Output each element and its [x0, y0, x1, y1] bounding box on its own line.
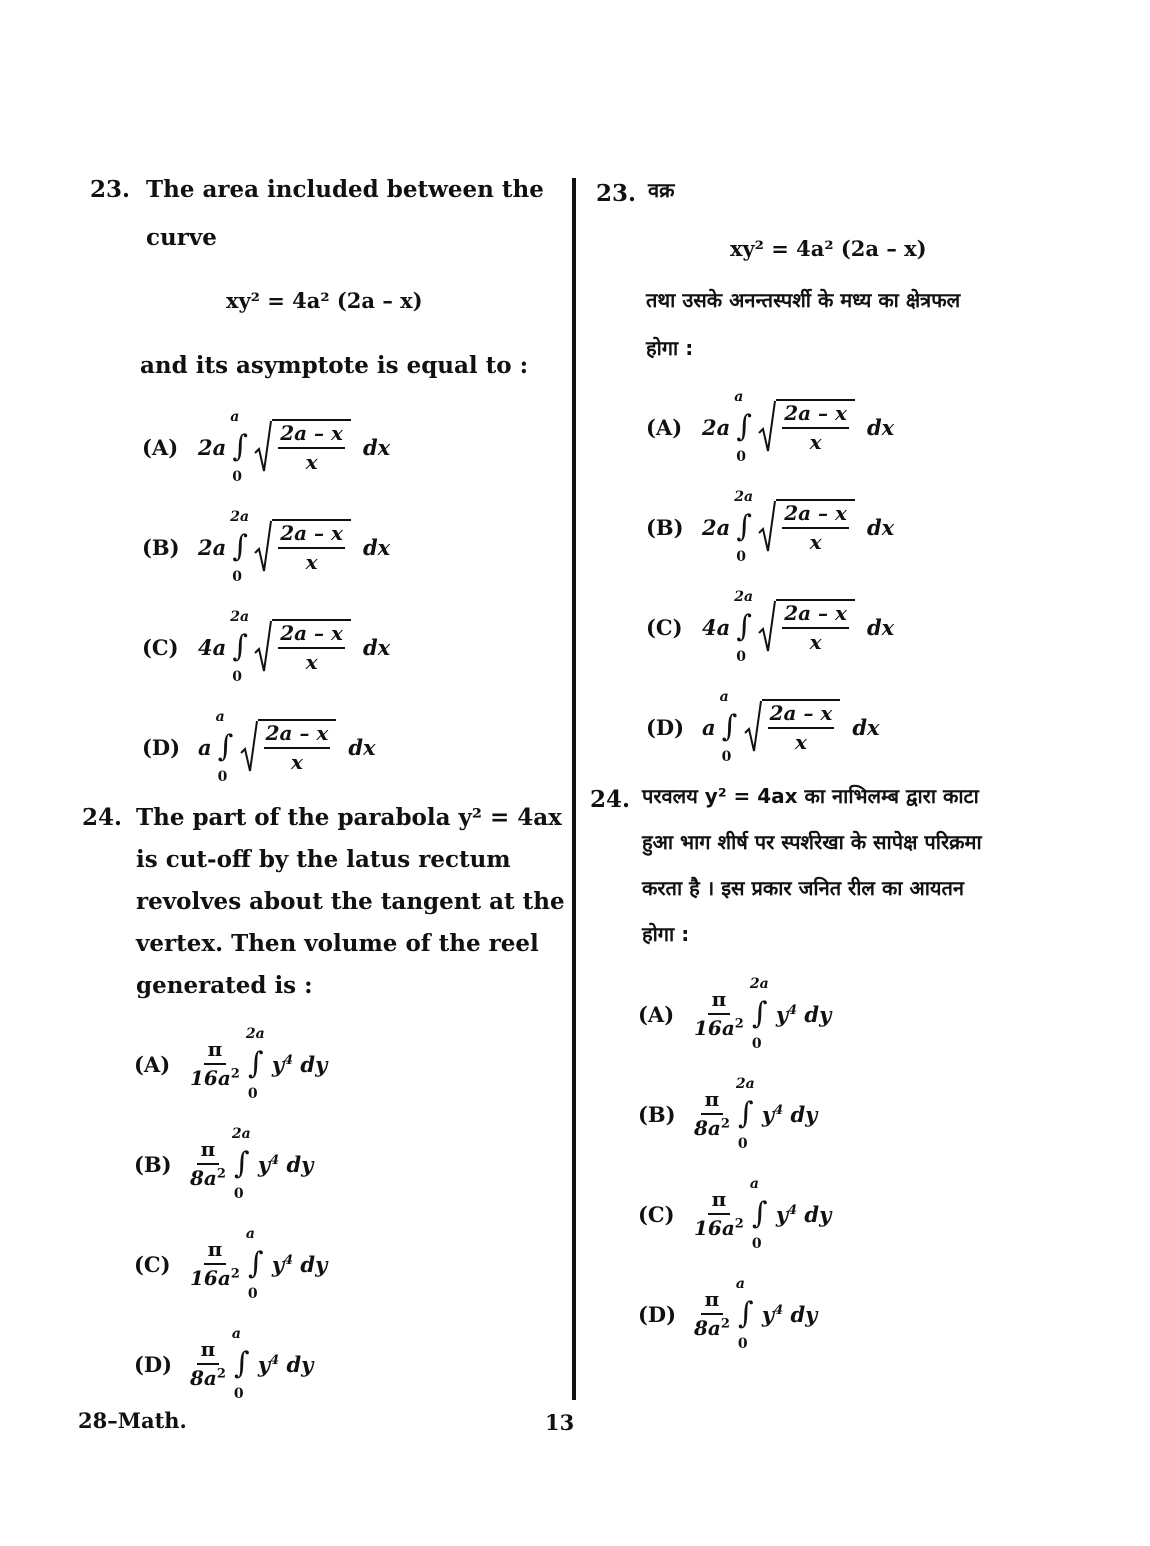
exponent: 4 — [774, 1302, 784, 1318]
integrand: y — [257, 1351, 271, 1377]
answer-option — [142, 605, 390, 689]
numerator: 2a – x — [264, 721, 331, 749]
differential: dx — [362, 434, 391, 460]
answer-option — [638, 972, 831, 1056]
question-text: वक्र — [648, 178, 675, 202]
numerator: π — [197, 1137, 220, 1165]
fraction: π $8a^2$ — [694, 1287, 730, 1340]
lower-limit: 0 — [737, 1336, 748, 1352]
numerator: 2a – x — [278, 521, 345, 549]
differential: dx — [866, 514, 895, 540]
square-root — [254, 519, 351, 575]
integral-sign: a ∫ 0 — [734, 389, 752, 465]
differential: dy — [300, 1251, 328, 1277]
differential: dy — [300, 1051, 328, 1077]
numerator: 2a – x — [782, 601, 849, 629]
paper-code: 28–Math. — [78, 1408, 187, 1433]
integrand: y — [775, 1001, 789, 1027]
upper-limit: 2a — [231, 1126, 251, 1142]
question-text: and its asymptote is equal to : — [140, 352, 529, 379]
answer-option — [646, 385, 894, 469]
exponent: 4 — [270, 1352, 280, 1368]
integral-sign: 2a ∫ 0 — [749, 976, 769, 1052]
answer-option — [638, 1172, 831, 1256]
integrand: y — [271, 1051, 285, 1077]
option-label: (D) — [638, 1301, 677, 1327]
question-text: is cut-off by the latus rectum — [136, 846, 511, 873]
option-label: (A) — [134, 1051, 171, 1077]
question-text: होगा : — [642, 922, 690, 946]
equation: xy² = 4a² (2a – x) — [226, 288, 423, 313]
lower-limit: 0 — [232, 669, 242, 685]
lower-limit: 0 — [721, 749, 732, 765]
question-text: हुआ भाग शीर्ष पर स्पर्शरेखा के सापेक्ष परिक्रमा — [642, 830, 982, 854]
denominator: 16a — [694, 1216, 735, 1240]
differential: dx — [348, 734, 376, 760]
question-number: 24. — [82, 804, 123, 831]
option-label: (B) — [646, 514, 684, 540]
integrand: y — [775, 1201, 789, 1227]
option-label: (A) — [646, 414, 683, 440]
equation: xy² = 4a² (2a – x) — [730, 236, 927, 261]
option-label: (B) — [638, 1101, 676, 1127]
differential: dy — [286, 1151, 314, 1177]
option-label: (C) — [638, 1201, 675, 1227]
integrand: y — [761, 1101, 775, 1127]
coefficient: 2a — [702, 514, 731, 540]
coefficient: 4a — [198, 634, 227, 660]
lower-limit: 0 — [751, 1036, 762, 1052]
question-text: परवलय y² = 4ax का नाभिलम्ब द्वारा काटा — [642, 784, 979, 808]
exponent: 4 — [284, 1052, 294, 1068]
differential: dy — [804, 1201, 832, 1227]
exponent: 4 — [774, 1102, 784, 1118]
numerator: 2a – x — [768, 701, 835, 729]
denominator: x — [305, 650, 318, 674]
upper-limit: 2a — [749, 976, 769, 992]
numerator: 2a – x — [278, 621, 345, 649]
upper-limit: a — [230, 409, 240, 425]
denominator: x — [809, 430, 822, 454]
answer-option — [646, 585, 894, 669]
lower-limit: 0 — [217, 769, 228, 785]
coefficient: 2a — [702, 414, 731, 440]
denominator: x — [809, 630, 822, 654]
answer-option — [638, 1072, 817, 1156]
integral-sign: 2a ∫ 0 — [230, 609, 250, 685]
denominator: x — [809, 530, 822, 554]
differential: dx — [362, 634, 391, 660]
option-label: (B) — [134, 1151, 172, 1177]
answer-option — [142, 705, 376, 789]
coefficient: a — [198, 734, 212, 760]
differential: dy — [286, 1351, 314, 1377]
differential: dx — [362, 534, 391, 560]
numerator: π — [701, 1087, 724, 1115]
denominator: 16a — [694, 1016, 735, 1040]
denominator: x — [291, 750, 303, 774]
square-root — [758, 599, 855, 655]
numerator: 2a – x — [782, 401, 849, 429]
option-label: (C) — [134, 1251, 171, 1277]
square-root — [744, 699, 841, 755]
differential: dx — [866, 414, 895, 440]
answer-option — [646, 685, 880, 769]
upper-limit: 2a — [230, 609, 250, 625]
denominator: x — [305, 550, 318, 574]
integral-sign: a ∫ 0 — [231, 1326, 250, 1402]
fraction: π $16a^2$ — [694, 1187, 744, 1240]
option-label: (B) — [142, 534, 180, 560]
lower-limit: 0 — [232, 469, 242, 485]
option-label: (A) — [638, 1001, 675, 1027]
square-root — [254, 419, 351, 475]
question-text: होगा : — [646, 336, 694, 360]
numerator: 2a – x — [278, 421, 345, 449]
upper-limit: a — [231, 1326, 241, 1342]
coefficient: 2a — [198, 434, 227, 460]
fraction: π $16a^2$ — [190, 1037, 240, 1090]
exponent: 4 — [788, 1202, 798, 1218]
lower-limit: 0 — [736, 449, 746, 465]
upper-limit: a — [215, 709, 225, 725]
denominator: x — [305, 450, 318, 474]
option-label: (C) — [142, 634, 179, 660]
answer-option — [638, 1272, 817, 1356]
lower-limit: 0 — [737, 1136, 748, 1152]
denominator: 8a — [190, 1366, 217, 1390]
integral-sign: a ∫ 0 — [230, 409, 248, 485]
exponent: 4 — [788, 1002, 798, 1018]
denominator: 16a — [190, 1066, 231, 1090]
denominator: 8a — [694, 1116, 721, 1140]
integral-sign: 2a ∫ 0 — [734, 589, 754, 665]
integrand: y — [257, 1151, 271, 1177]
denominator: 8a — [694, 1316, 721, 1340]
numerator: π — [701, 1287, 724, 1315]
question-text: The area included between the — [146, 176, 544, 203]
denominator: 16a — [190, 1266, 231, 1290]
lower-limit: 0 — [247, 1286, 258, 1302]
question-number: 23. — [90, 176, 131, 203]
integral-sign: a ∫ 0 — [749, 1176, 768, 1252]
coefficient: a — [702, 714, 716, 740]
option-label: (C) — [646, 614, 683, 640]
numerator: π — [708, 1187, 731, 1215]
answer-option — [134, 1122, 313, 1206]
question-number: 23. — [596, 180, 637, 207]
numerator: π — [197, 1337, 220, 1365]
numerator: π — [204, 1237, 227, 1265]
upper-limit: 2a — [245, 1026, 265, 1042]
differential: dy — [790, 1301, 818, 1327]
question-text: curve — [146, 224, 217, 251]
integral-sign: 2a ∫ 0 — [231, 1126, 251, 1202]
lower-limit: 0 — [736, 649, 746, 665]
upper-limit: 2a — [735, 1076, 755, 1092]
upper-limit: a — [719, 689, 729, 705]
integral-sign: 2a ∫ 0 — [734, 489, 754, 565]
lower-limit: 0 — [247, 1086, 258, 1102]
question-text: vertex. Then volume of the reel — [136, 930, 539, 957]
square-root — [758, 399, 855, 455]
page-number: 13 — [545, 1410, 575, 1435]
answer-option — [134, 1022, 327, 1106]
question-text: revolves about the tangent at the — [136, 888, 565, 915]
answer-option — [134, 1222, 327, 1306]
integrand: y — [271, 1251, 285, 1277]
square-root — [240, 719, 337, 775]
denominator: x — [795, 730, 807, 754]
lower-limit: 0 — [736, 549, 746, 565]
fraction: π $8a^2$ — [190, 1137, 226, 1190]
integral-sign: a ∫ 0 — [245, 1226, 264, 1302]
exponent: 4 — [270, 1152, 280, 1168]
denominator: 8a — [190, 1166, 217, 1190]
column-divider — [572, 178, 576, 1400]
answer-option — [142, 405, 390, 489]
upper-limit: a — [734, 389, 744, 405]
upper-limit: 2a — [230, 509, 250, 525]
lower-limit: 0 — [232, 569, 242, 585]
numerator: 2a – x — [782, 501, 849, 529]
fraction: π $8a^2$ — [694, 1087, 730, 1140]
integrand: y — [761, 1301, 775, 1327]
lower-limit: 0 — [233, 1386, 244, 1402]
fraction: π $16a^2$ — [190, 1237, 240, 1290]
square-root — [758, 499, 855, 555]
integral-sign: 2a ∫ 0 — [735, 1076, 755, 1152]
fraction: π $16a^2$ — [694, 987, 744, 1040]
question-number: 24. — [590, 786, 631, 813]
option-label: (D) — [142, 734, 181, 760]
integral-sign: a ∫ 0 — [719, 689, 738, 765]
exponent: 4 — [284, 1252, 294, 1268]
upper-limit: 2a — [734, 589, 754, 605]
integral-sign: 2a ∫ 0 — [230, 509, 250, 585]
lower-limit: 0 — [751, 1236, 762, 1252]
numerator: π — [204, 1037, 227, 1065]
answer-option — [142, 505, 390, 589]
integral-sign: a ∫ 0 — [215, 709, 234, 785]
integral-sign: 2a ∫ 0 — [245, 1026, 265, 1102]
integral-sign: a ∫ 0 — [735, 1276, 754, 1352]
option-label: (D) — [646, 714, 685, 740]
question-text: The part of the parabola y² = 4ax — [136, 804, 562, 831]
option-label: (A) — [142, 434, 179, 460]
differential: dy — [790, 1101, 818, 1127]
lower-limit: 0 — [233, 1186, 244, 1202]
numerator: π — [708, 987, 731, 1015]
answer-option — [646, 485, 894, 569]
upper-limit: a — [735, 1276, 745, 1292]
differential: dx — [866, 614, 895, 640]
coefficient: 4a — [702, 614, 731, 640]
coefficient: 2a — [198, 534, 227, 560]
fraction: π $8a^2$ — [190, 1337, 226, 1390]
question-text: generated is : — [136, 972, 313, 999]
upper-limit: 2a — [734, 489, 754, 505]
square-root — [254, 619, 351, 675]
differential: dy — [804, 1001, 832, 1027]
upper-limit: a — [749, 1176, 759, 1192]
answer-option — [134, 1322, 313, 1406]
option-label: (D) — [134, 1351, 173, 1377]
upper-limit: a — [245, 1226, 255, 1242]
question-text: तथा उसके अनन्तस्पर्शी के मध्य का क्षेत्रफल — [646, 288, 961, 312]
question-text: करता है । इस प्रकार जनित रील का आयतन — [642, 876, 964, 900]
differential: dx — [852, 714, 880, 740]
